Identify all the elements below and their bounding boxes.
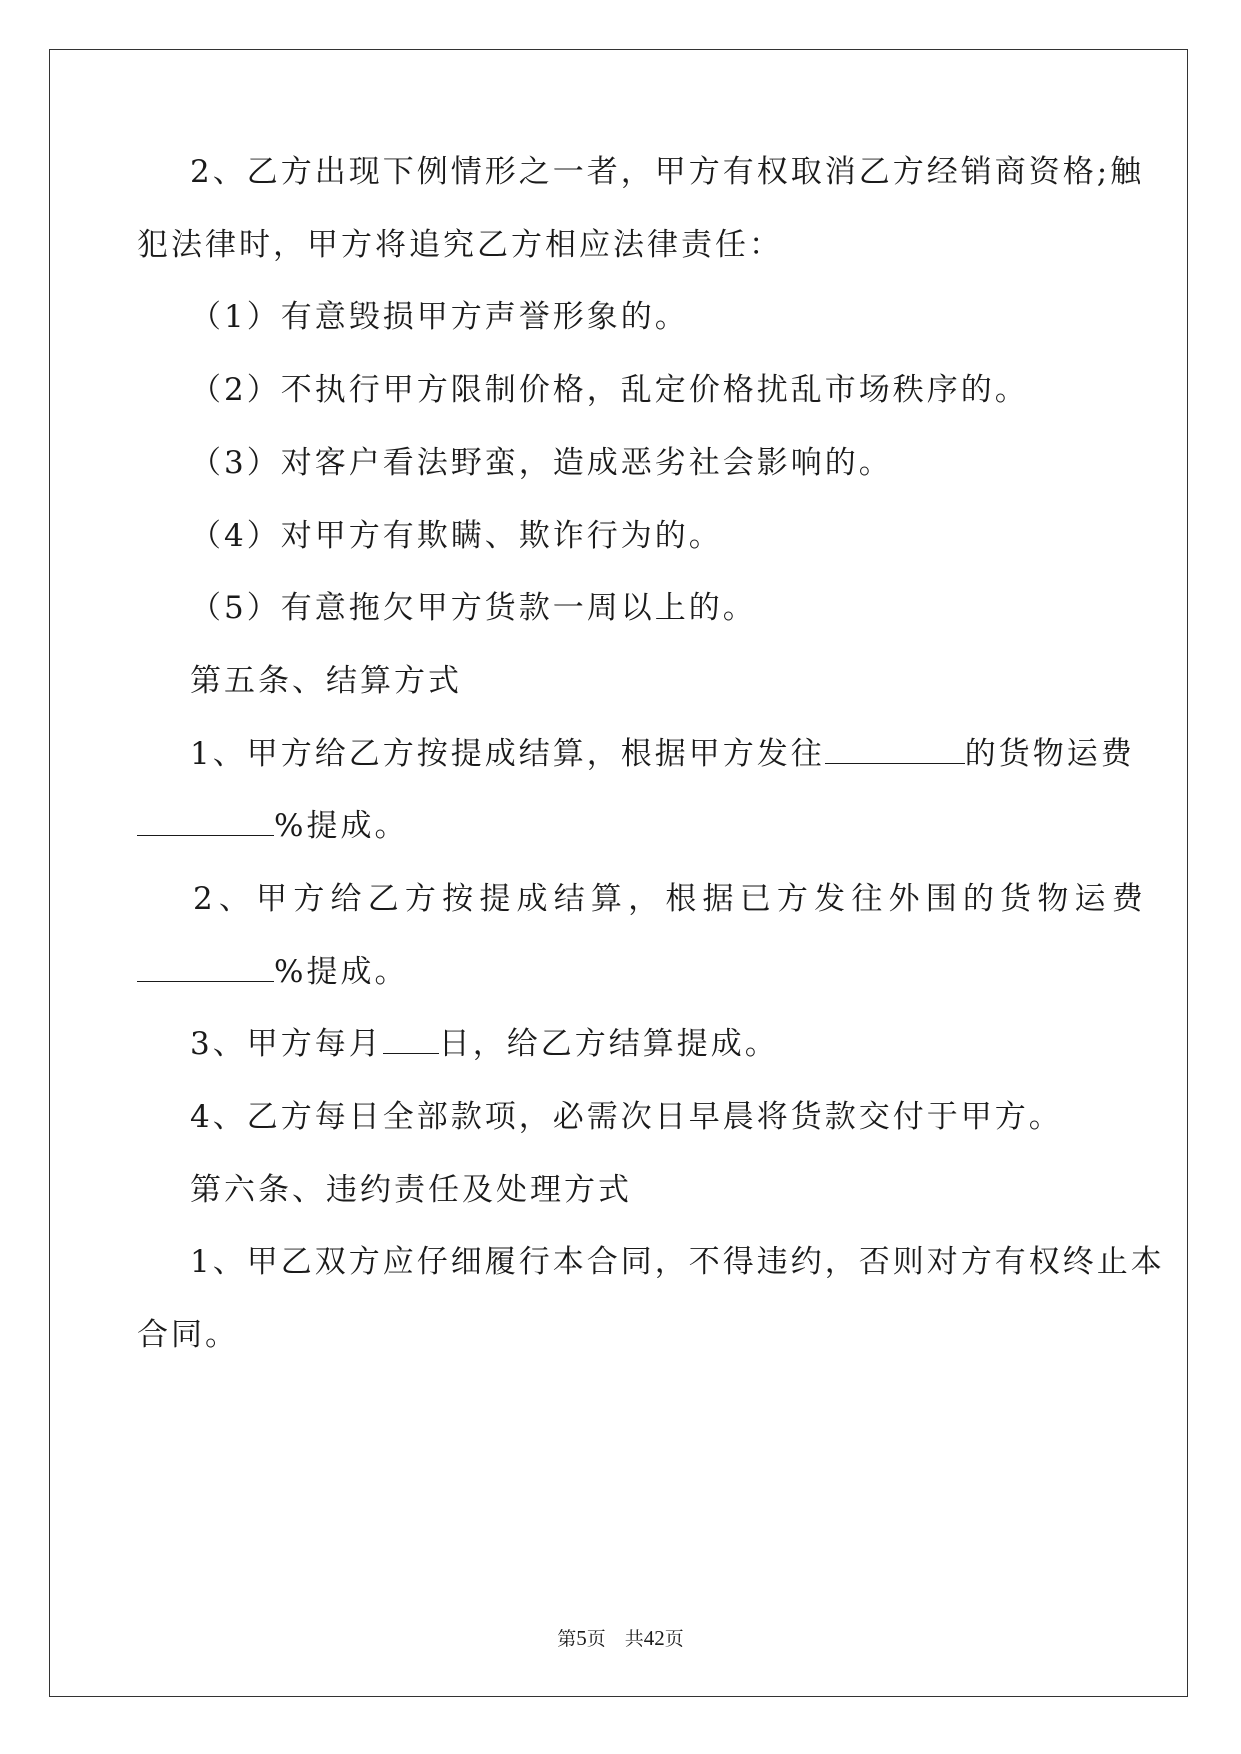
footer-suffix: 页 xyxy=(664,1628,684,1650)
settlement-2-line-2 xyxy=(137,952,408,992)
settlement-2-percent: %提成。 xyxy=(274,954,409,990)
settlement-3 xyxy=(190,1024,779,1064)
settlement-2-line-1: 2、甲方给乙方按提成结算，根据已方发往外围的货物运费 xyxy=(193,881,1149,917)
list-item-5: （5）有意拖欠甲方货款一周以上的。 xyxy=(190,590,757,626)
clause-2-line-2: 犯法律时，甲方将追究乙方相应法律责任： xyxy=(137,227,783,263)
list-item-3: （3）对客户看法野蛮，造成恶劣社会影响的。 xyxy=(190,445,893,481)
total-pages-number: 42 xyxy=(643,1626,665,1650)
settlement-3-text-a: 3、甲方每月 xyxy=(190,1026,383,1062)
fill-in-blank xyxy=(825,737,965,764)
current-page-number: 5 xyxy=(576,1626,587,1650)
settlement-1-text-a: 1、甲方给乙方按提成结算，根据甲方发往 xyxy=(190,736,825,772)
article-5-heading: 第五条、结算方式 xyxy=(190,663,462,699)
footer-middle: 页 共 xyxy=(586,1628,644,1650)
fill-in-blank xyxy=(383,1027,439,1054)
settlement-1-line-1 xyxy=(190,734,1135,774)
settlement-4: 4、乙方每日全部款项，必需次日早晨将货款交付于甲方。 xyxy=(190,1099,1063,1135)
breach-1-line-2: 合同。 xyxy=(137,1317,239,1353)
breach-1-line-1: 1、甲乙双方应仔细履行本合同，不得违约，否则对方有权终止本 xyxy=(190,1244,1165,1280)
clause-2-line-1: 2、乙方出现下例情形之一者，甲方有权取消乙方经销商资格;触 xyxy=(190,154,1145,190)
fill-in-blank xyxy=(137,955,274,982)
settlement-1-text-b: 的货物运费 xyxy=(964,736,1135,772)
list-item-1: （1）有意毁损甲方声誉形象的。 xyxy=(190,299,689,335)
article-6-heading: 第六条、违约责任及处理方式 xyxy=(190,1172,632,1208)
list-item-4: （4）对甲方有欺瞒、欺诈行为的。 xyxy=(190,518,723,554)
fill-in-blank xyxy=(137,809,274,836)
footer-prefix: 第 xyxy=(557,1628,577,1650)
settlement-3-text-b: 日，给乙方结算提成。 xyxy=(438,1026,779,1062)
settlement-1-percent: %提成。 xyxy=(274,808,409,844)
list-item-2: （2）不执行甲方限制价格，乱定价格扰乱市场秩序的。 xyxy=(190,372,1029,408)
settlement-1-line-2 xyxy=(137,806,408,846)
page-number-footer xyxy=(0,1626,1241,1651)
